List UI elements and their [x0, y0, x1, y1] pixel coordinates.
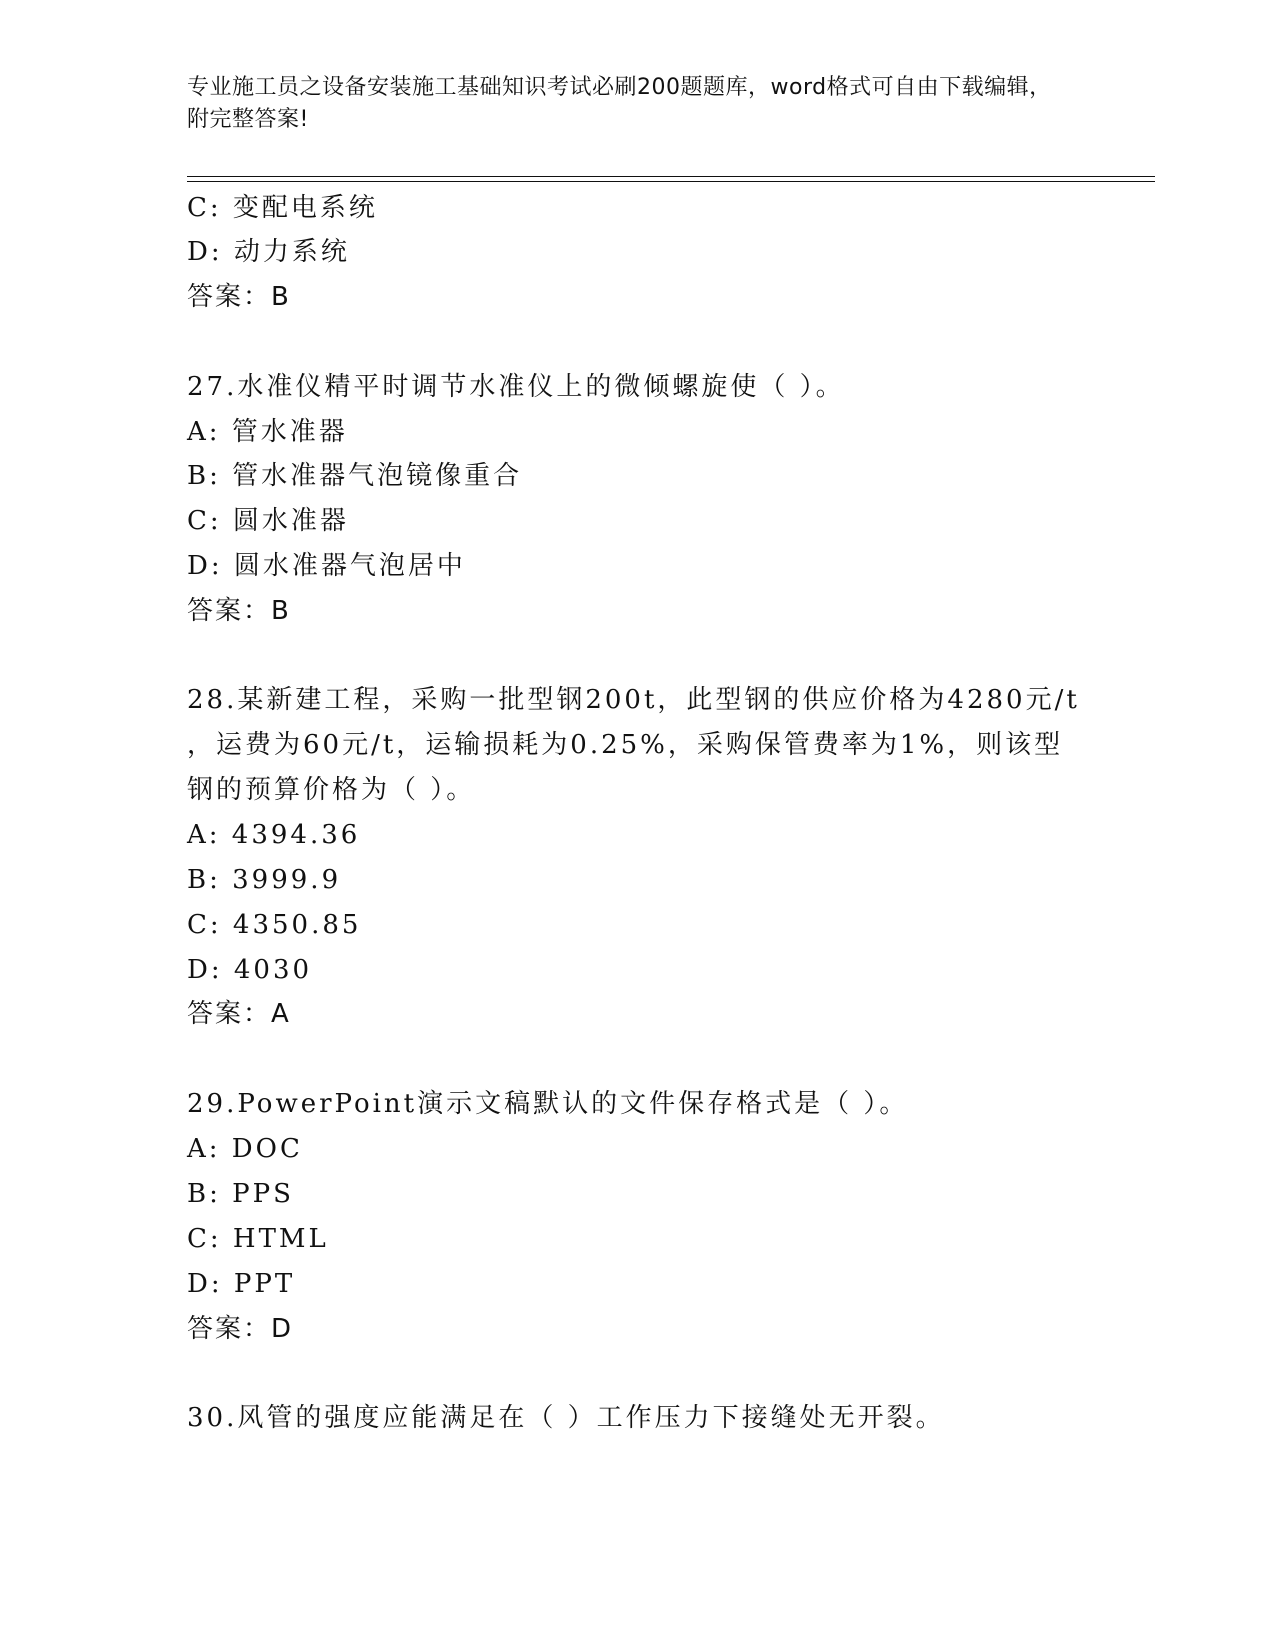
option-d: D: 动力系统 [187, 237, 350, 267]
option-c: C: 4350.85 [187, 910, 362, 940]
option-d: D: PPT [187, 1269, 296, 1299]
option-a: A: 管水准器 [187, 417, 348, 447]
question-30: 30.风管的强度应能满足在（ ）工作压力下接缝处无开裂。 [187, 1403, 945, 1433]
option-b: B: PPS [187, 1179, 294, 1209]
option-a: A: 4394.36 [187, 820, 361, 850]
option-b: B: 3999.9 [187, 865, 342, 895]
header-divider-top [187, 176, 1155, 177]
answer: 答案：B [187, 282, 291, 312]
header-divider-bottom [187, 181, 1155, 182]
option-d: D: 圆水准器气泡居中 [187, 551, 466, 581]
question-28-line-2: ，运费为60元/t，运输损耗为0.25%，采购保管费率为1%，则该型 [187, 730, 1064, 760]
option-a: A: DOC [187, 1134, 303, 1164]
question-29: 29.PowerPoint演示文稿默认的文件保存格式是（ ）。 [187, 1089, 909, 1119]
answer: 答案：B [187, 596, 291, 626]
document-header: 专业施工员之设备安装施工基础知识考试必刷200题题库，word格式可自由下载编辑，附完整答案! [187, 75, 1052, 132]
option-c: C: HTML [187, 1224, 329, 1254]
option-c: C: 变配电系统 [187, 193, 378, 223]
option-c: C: 圆水准器 [187, 506, 349, 536]
option-b: B: 管水准器气泡镜像重合 [187, 461, 523, 491]
question-28-line-1: 28.某新建工程，采购一批型钢200t，此型钢的供应价格为4280元/t [187, 685, 1080, 715]
question-28-line-3: 钢的预算价格为（ ）。 [187, 775, 476, 805]
answer: 答案：D [187, 1314, 294, 1344]
option-d: D: 4030 [187, 955, 313, 985]
answer: 答案：A [187, 999, 291, 1029]
question-27: 27.水准仪精平时调节水准仪上的微倾螺旋使（ ）。 [187, 372, 845, 402]
